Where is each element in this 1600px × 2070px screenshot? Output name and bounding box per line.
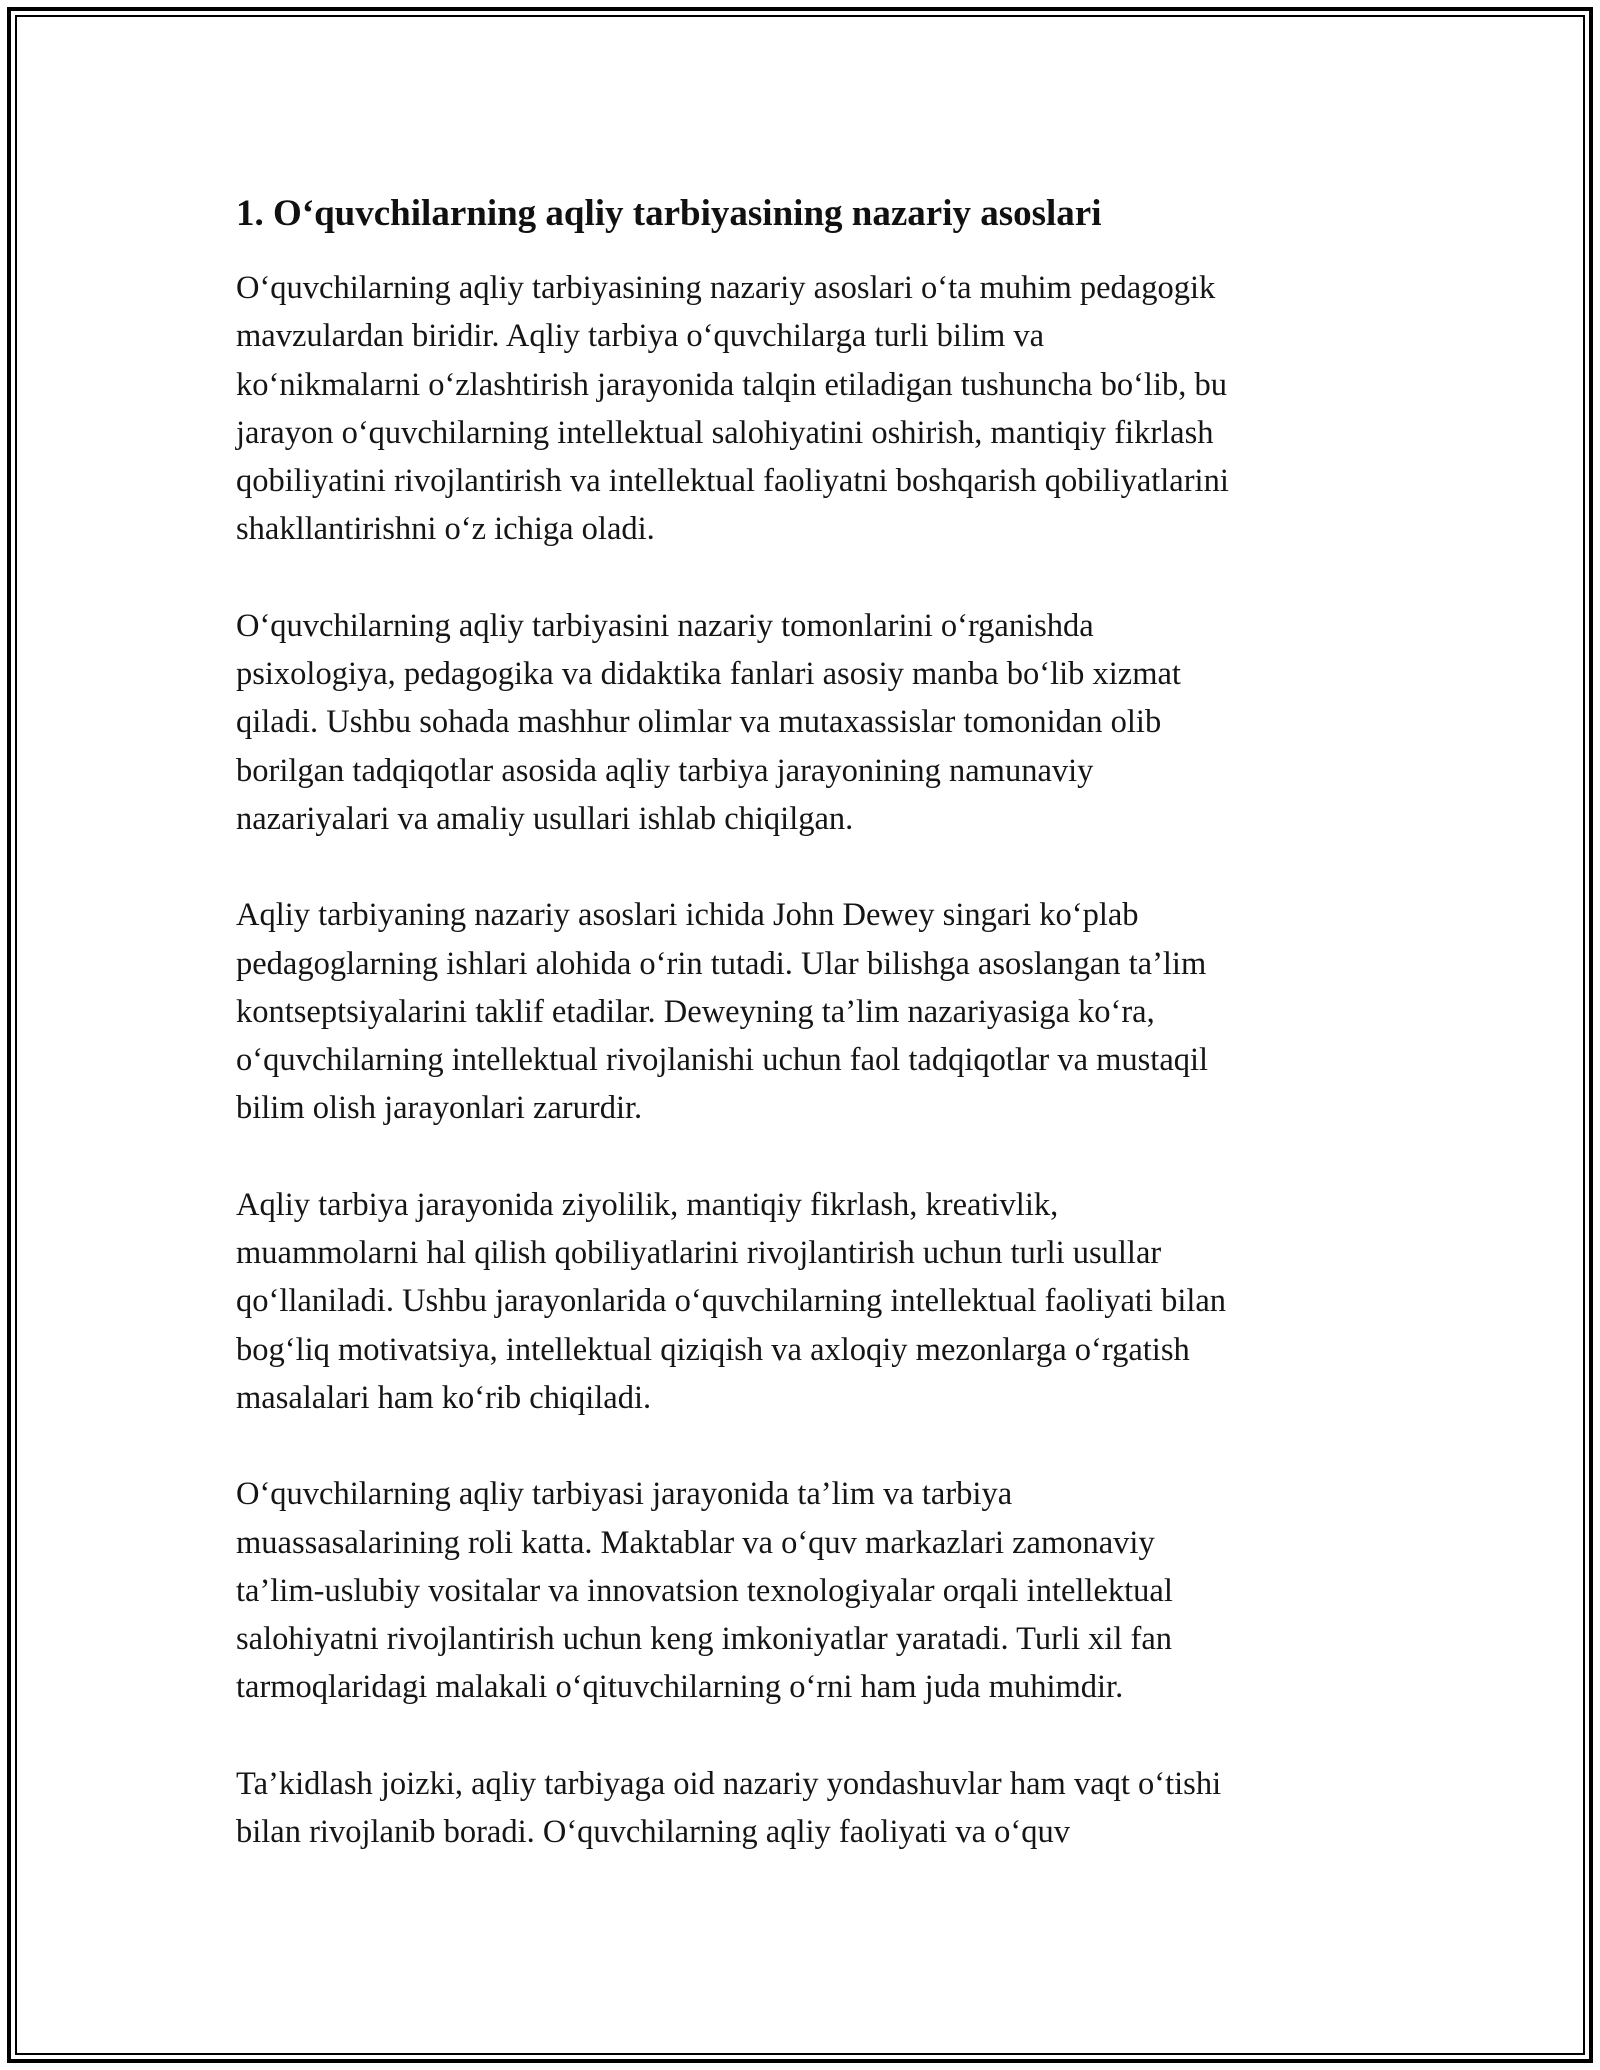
text-line: salohiyatni rivojlantirish uchun keng imkoniyatlar yaratadi. Turli xil fan bbox=[236, 1621, 1173, 1658]
text-line: bilan rivojlanib boradi. O‘quvchilarning aqliy faoliyati va o‘quv bbox=[236, 1814, 1070, 1851]
paragraph-6 bbox=[236, 1760, 1376, 1857]
paragraph-5 bbox=[236, 1470, 1376, 1711]
text-line: qobiliyatini rivojlantirish va intellektual faoliyatni boshqarish qobiliyatlarini bbox=[236, 463, 1229, 500]
paragraph-3 bbox=[236, 891, 1376, 1132]
text-line: O‘quvchilarning aqliy tarbiyasining nazariy asoslari o‘ta muhim pedagogik bbox=[236, 270, 1216, 306]
text-line: O‘quvchilarning aqliy tarbiyasini nazariy tomonlarini o‘rganishda bbox=[236, 607, 1094, 644]
text-line: ta’lim-uslubiy vositalar va innovatsion texnologiyalar orqali intellektual bbox=[236, 1572, 1173, 1609]
text-line: O‘quvchilarning aqliy tarbiyasi jarayonida ta’lim va tarbiya bbox=[236, 1476, 1013, 1513]
paragraph-1 bbox=[236, 264, 1376, 554]
document-body bbox=[236, 186, 1376, 1904]
section-heading: 1. O‘quvchilarning aqliy tarbiyasining nazariy asoslari bbox=[236, 193, 1102, 234]
text-line: Aqliy tarbiya jarayonida ziyolilik, mantiqiy fikrlash, kreativlik, bbox=[236, 1186, 1059, 1223]
text-line: bilim olish jarayonlari zarurdir. bbox=[236, 1090, 643, 1127]
text-line: borilgan tadqiqotlar asosida aqliy tarbiya jarayonining namunaviy bbox=[236, 752, 1094, 789]
text-line: bog‘liq motivatsiya, intellektual qiziqish va axloqiy mezonlarga o‘rgatish bbox=[236, 1331, 1190, 1368]
text-line: qiladi. Ushbu sohada mashhur olimlar va mutaxassislar tomonidan olib bbox=[236, 704, 1162, 741]
text-line: psixologiya, pedagogika va didaktika fanlari asosiy manba bo‘lib xizmat bbox=[236, 656, 1181, 693]
paragraph-4 bbox=[236, 1181, 1376, 1422]
text-line: mavzulardan biridir. Aqliy tarbiya o‘quvchilarga turli bilim va bbox=[236, 318, 1045, 355]
text-line: Aqliy tarbiyaning nazariy asoslari ichida John Dewey singari ko‘plab bbox=[236, 897, 1139, 934]
text-line: qo‘llaniladi. Ushbu jarayonlarida o‘quvchilarning intellektual faoliyati bilan bbox=[236, 1283, 1227, 1320]
text-line: kontseptsiyalarini taklif etadilar. Deweyning ta’lim nazariyasiga ko‘ra, bbox=[236, 993, 1155, 1030]
text-line: pedagoglarning ishlari alohida o‘rin tutadi. Ular bilishga asoslangan ta’lim bbox=[236, 945, 1207, 982]
text-line: masalalari ham ko‘rib chiqiladi. bbox=[236, 1379, 652, 1416]
text-line: muammolarni hal qilish qobiliyatlarini rivojlantirish uchun turli usullar bbox=[236, 1235, 1162, 1272]
text-line: nazariyalari va amaliy usullari ishlab chiqilgan. bbox=[236, 800, 854, 837]
text-line: jarayon o‘quvchilarning intellektual salohiyatini oshirish, mantiqiy fikrlash bbox=[236, 414, 1214, 451]
text-line: shakllantirishni o‘z ichiga oladi. bbox=[236, 511, 655, 548]
text-line: tarmoqlaridagi malakali o‘qituvchilarning o‘rni ham juda muhimdir. bbox=[236, 1669, 1124, 1706]
text-line: muassasalarining roli katta. Maktablar va o‘quv markazlari zamonaviy bbox=[236, 1524, 1155, 1561]
text-line: Ta’kidlash joizki, aqliy tarbiyaga oid nazariy yondashuvlar ham vaqt o‘tishi bbox=[236, 1765, 1222, 1802]
text-line: o‘quvchilarning intellektual rivojlanishi uchun faol tadqiqotlar va mustaqil bbox=[236, 1042, 1209, 1079]
text-line: ko‘nikmalarni o‘zlashtirish jarayonida talqin etiladigan tushuncha bo‘lib, bu bbox=[236, 366, 1227, 403]
paragraph-2 bbox=[236, 602, 1376, 843]
